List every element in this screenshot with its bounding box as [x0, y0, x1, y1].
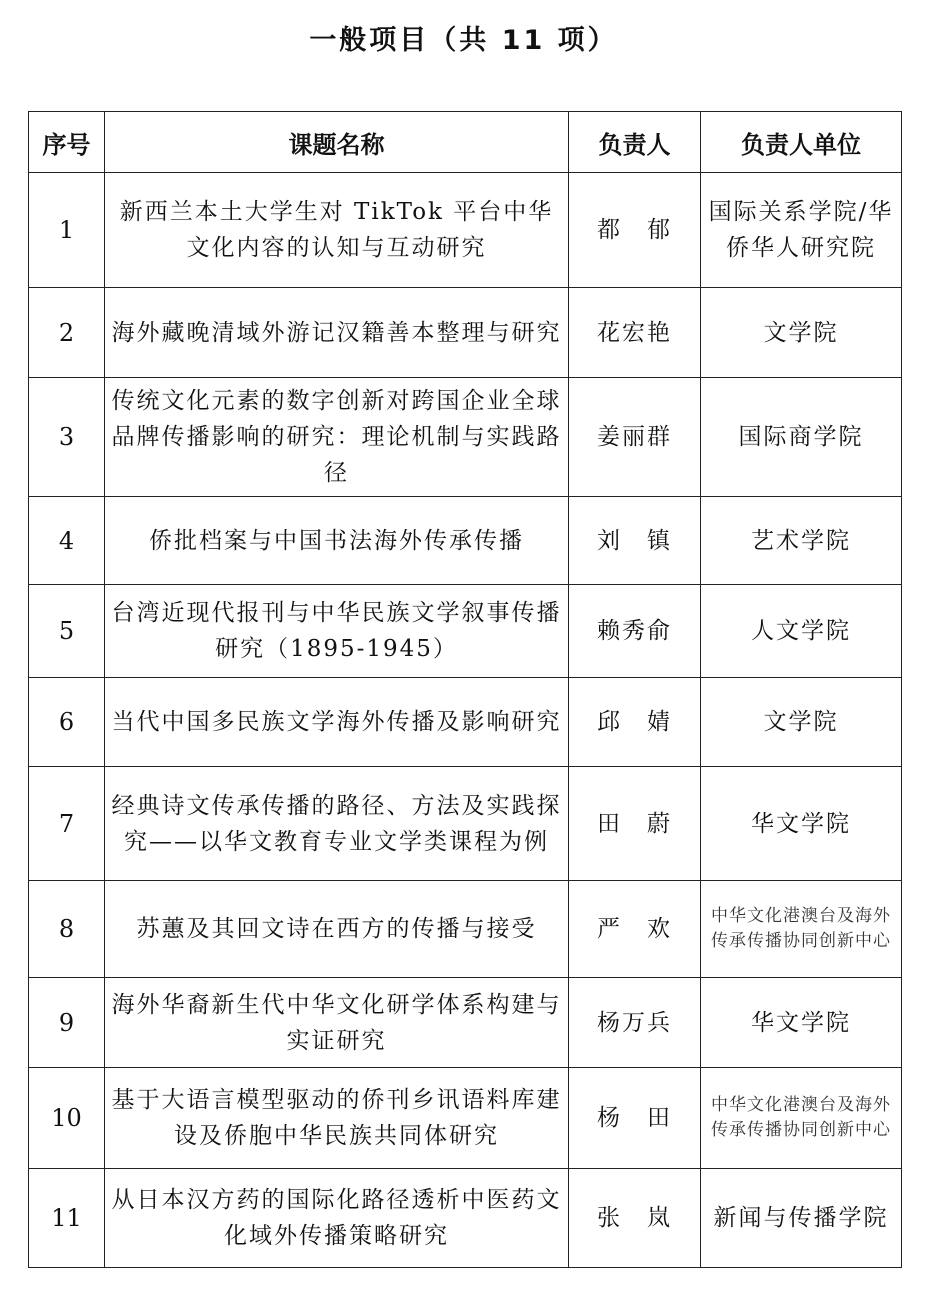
row-person: 杨 田 [569, 1068, 701, 1169]
table-row [29, 978, 902, 1068]
table-row [29, 497, 902, 585]
row-unit: 中华文化港澳台及海外传承传播协同创新中心 [701, 881, 902, 978]
row-unit: 文学院 [701, 288, 902, 378]
row-person: 邱 婧 [569, 678, 701, 767]
header-no: 序号 [29, 112, 105, 173]
row-unit: 人文学院 [701, 585, 902, 678]
row-number: 7 [29, 767, 105, 881]
row-unit: 文学院 [701, 678, 902, 767]
row-person: 姜丽群 [569, 378, 701, 497]
row-number: 10 [29, 1068, 105, 1169]
table-row [29, 288, 902, 378]
header-topic: 课题名称 [105, 112, 569, 173]
table-row [29, 585, 902, 678]
row-number: 2 [29, 288, 105, 378]
row-person: 严 欢 [569, 881, 701, 978]
row-person: 都 郁 [569, 173, 701, 288]
row-topic: 基于大语言模型驱动的侨刊乡讯语料库建设及侨胞中华民族共同体研究 [105, 1068, 569, 1169]
table-row [29, 173, 902, 288]
row-unit: 中华文化港澳台及海外传承传播协同创新中心 [701, 1068, 902, 1169]
row-unit: 华文学院 [701, 767, 902, 881]
row-topic: 当代中国多民族文学海外传播及影响研究 [105, 678, 569, 767]
row-topic: 经典诗文传承传播的路径、方法及实践探究——以华文教育专业文学类课程为例 [105, 767, 569, 881]
row-unit: 国际关系学院/华侨华人研究院 [701, 173, 902, 288]
header-unit: 负责人单位 [701, 112, 902, 173]
table-row [29, 767, 902, 881]
row-topic: 传统文化元素的数字创新对跨国企业全球品牌传播影响的研究：理论机制与实践路径 [105, 378, 569, 497]
row-person: 刘 镇 [569, 497, 701, 585]
row-number: 6 [29, 678, 105, 767]
table-row [29, 1169, 902, 1268]
table-header-row [29, 112, 902, 173]
table-row [29, 378, 902, 497]
header-person: 负责人 [569, 112, 701, 173]
row-person: 杨万兵 [569, 978, 701, 1068]
row-unit: 华文学院 [701, 978, 902, 1068]
table-row [29, 1068, 902, 1169]
row-number: 1 [29, 173, 105, 288]
row-number: 5 [29, 585, 105, 678]
row-number: 9 [29, 978, 105, 1068]
row-unit: 新闻与传播学院 [701, 1169, 902, 1268]
projects-table [28, 111, 902, 1268]
row-person: 赖秀俞 [569, 585, 701, 678]
page-title: 一般项目（共 11 项） [309, 25, 618, 56]
row-person: 张 岚 [569, 1169, 701, 1268]
row-topic: 从日本汉方药的国际化路径透析中医药文化域外传播策略研究 [105, 1169, 569, 1268]
table-row [29, 678, 902, 767]
row-topic: 台湾近现代报刊与中华民族文学叙事传播研究（1895-1945） [105, 585, 569, 678]
row-topic: 海外藏晚清域外游记汉籍善本整理与研究 [105, 288, 569, 378]
table-row [29, 881, 902, 978]
row-number: 11 [29, 1169, 105, 1268]
row-topic: 侨批档案与中国书法海外传承传播 [105, 497, 569, 585]
row-person: 花宏艳 [569, 288, 701, 378]
row-unit: 国际商学院 [701, 378, 902, 497]
row-topic: 海外华裔新生代中华文化研学体系构建与实证研究 [105, 978, 569, 1068]
row-person: 田 蔚 [569, 767, 701, 881]
row-topic: 新西兰本土大学生对 TikTok 平台中华文化内容的认知与互动研究 [105, 173, 569, 288]
row-topic: 苏蕙及其回文诗在西方的传播与接受 [105, 881, 569, 978]
row-number: 8 [29, 881, 105, 978]
row-number: 3 [29, 378, 105, 497]
row-unit: 艺术学院 [701, 497, 902, 585]
row-number: 4 [29, 497, 105, 585]
